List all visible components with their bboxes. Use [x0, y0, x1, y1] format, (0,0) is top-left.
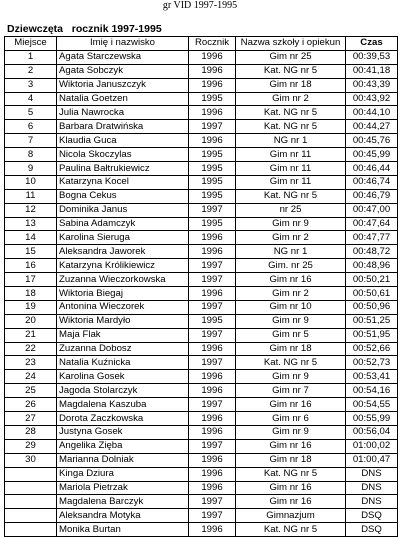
name-cell: Nicola Skoczylas — [57, 148, 189, 162]
year-cell: 1996 — [189, 231, 236, 245]
year-cell: 1995 — [189, 175, 236, 189]
table-row — [5, 245, 398, 259]
year-cell: 1996 — [189, 287, 236, 301]
name-cell: Dominika Janus — [57, 203, 189, 217]
place-cell: 10 — [5, 175, 57, 189]
school-cell: Gim nr 16 — [236, 481, 346, 495]
time-cell: 00:48,72 — [346, 245, 398, 259]
table-row — [5, 106, 398, 120]
year-cell: 1997 — [189, 495, 236, 509]
year-cell: 1997 — [189, 203, 236, 217]
school-cell: Gim nr 2 — [236, 92, 346, 106]
school-cell: Kat. NG nr 5 — [236, 120, 346, 134]
name-cell: Wiktoria Januszczyk — [57, 78, 189, 92]
column-header-school: Nazwa szkoły i opiekun — [236, 37, 346, 51]
year-cell: 1996 — [189, 370, 236, 384]
year-cell: 1997 — [189, 273, 236, 287]
table-row — [5, 439, 398, 453]
table-row — [5, 78, 398, 92]
place-cell: 2 — [5, 64, 57, 78]
table-row — [5, 217, 398, 231]
year-cell: 1997 — [189, 328, 236, 342]
table-row — [5, 231, 398, 245]
table-row — [5, 300, 398, 314]
results-body — [5, 50, 398, 536]
time-cell: 00:43,92 — [346, 92, 398, 106]
school-cell: Gim nr 9 — [236, 425, 346, 439]
name-cell: Katarzyna Królikiewicz — [57, 259, 189, 273]
name-cell: Julia Nawrocka — [57, 106, 189, 120]
place-cell: 13 — [5, 217, 57, 231]
name-cell: Angelika Zięba — [57, 439, 189, 453]
year-cell: 1995 — [189, 217, 236, 231]
school-cell: Kat. NG nr 5 — [236, 356, 346, 370]
name-cell: Kinga Dziura — [57, 467, 189, 481]
place-cell: 28 — [5, 425, 57, 439]
name-cell: Wiktoria Biegaj — [57, 287, 189, 301]
name-cell: Aleksandra Motyka — [57, 509, 189, 523]
year-cell: 1995 — [189, 314, 236, 328]
year-cell: 1996 — [189, 425, 236, 439]
time-cell: 00:54,16 — [346, 384, 398, 398]
place-cell: 11 — [5, 189, 57, 203]
school-cell: Gim nr 18 — [236, 453, 346, 467]
place-cell: 22 — [5, 342, 57, 356]
time-cell: 01:00,02 — [346, 439, 398, 453]
place-cell: 18 — [5, 287, 57, 301]
year-cell: 1997 — [189, 300, 236, 314]
school-cell: Kat. NG nr 5 — [236, 189, 346, 203]
place-cell: 4 — [5, 92, 57, 106]
time-cell: 00:47,64 — [346, 217, 398, 231]
school-cell: Kat. NG nr 5 — [236, 467, 346, 481]
time-cell: 00:50,96 — [346, 300, 398, 314]
name-cell: Wiktoria Mardyło — [57, 314, 189, 328]
table-row — [5, 259, 398, 273]
table-row — [5, 64, 398, 78]
table-row — [5, 287, 398, 301]
year-cell: 1996 — [189, 412, 236, 426]
place-cell: 6 — [5, 120, 57, 134]
year-cell: 1997 — [189, 439, 236, 453]
place-cell: 14 — [5, 231, 57, 245]
year-cell: 1996 — [189, 64, 236, 78]
place-cell: 30 — [5, 453, 57, 467]
name-cell: Agata Sobczyk — [57, 64, 189, 78]
school-cell: Gimnazjum — [236, 509, 346, 523]
time-cell: 00:51,25 — [346, 314, 398, 328]
place-cell: 3 — [5, 78, 57, 92]
table-row — [5, 481, 398, 495]
year-cell: 1996 — [189, 78, 236, 92]
table-row — [5, 370, 398, 384]
table-row — [5, 495, 398, 509]
time-cell: 00:39,53 — [346, 50, 398, 64]
school-cell: Gim nr 16 — [236, 398, 346, 412]
year-cell: 1996 — [189, 453, 236, 467]
table-row — [5, 120, 398, 134]
place-cell: 17 — [5, 273, 57, 287]
school-cell: Gim nr 2 — [236, 231, 346, 245]
time-cell: 00:55,99 — [346, 412, 398, 426]
time-cell: DNS — [346, 467, 398, 481]
place-cell: 23 — [5, 356, 57, 370]
year-cell: 1996 — [189, 342, 236, 356]
year-cell: 1996 — [189, 481, 236, 495]
school-cell: Gim nr 16 — [236, 273, 346, 287]
place-cell: 12 — [5, 203, 57, 217]
name-cell: Zuzanna Dobosz — [57, 342, 189, 356]
time-cell: 00:48,96 — [346, 259, 398, 273]
place-cell: 24 — [5, 370, 57, 384]
year-cell: 1997 — [189, 356, 236, 370]
name-cell: Justyna Gosek — [57, 425, 189, 439]
table-row — [5, 412, 398, 426]
time-cell: 00:44,27 — [346, 120, 398, 134]
table-row — [5, 314, 398, 328]
name-cell: Paulina Bałtrukiewicz — [57, 162, 189, 176]
place-cell: 8 — [5, 148, 57, 162]
year-cell: 1996 — [189, 467, 236, 481]
year-cell: 1995 — [189, 148, 236, 162]
place-cell: 25 — [5, 384, 57, 398]
name-cell: Mariola Pietrzak — [57, 481, 189, 495]
time-cell: DSQ — [346, 523, 398, 537]
table-row — [5, 50, 398, 64]
year-cell: 1995 — [189, 92, 236, 106]
results-table — [4, 36, 398, 537]
school-cell: Gim nr 18 — [236, 78, 346, 92]
name-cell: Dorota Zaczkowska — [57, 412, 189, 426]
year-cell: 1997 — [189, 398, 236, 412]
table-row — [5, 384, 398, 398]
name-cell: Antonina Wieczorek — [57, 300, 189, 314]
school-cell: NG nr 1 — [236, 134, 346, 148]
place-cell: 20 — [5, 314, 57, 328]
name-cell: Karolina Sieruga — [57, 231, 189, 245]
table-row — [5, 134, 398, 148]
column-header-year: Rocznik — [189, 37, 236, 51]
year-cell: 1996 — [189, 50, 236, 64]
name-cell: Magdalena Barczyk — [57, 495, 189, 509]
table-row — [5, 328, 398, 342]
name-cell: Natalia Kuźnicka — [57, 356, 189, 370]
name-cell: Marianna Dolniak — [57, 453, 189, 467]
year-cell: 1996 — [189, 106, 236, 120]
section-title: Dziewczęta rocznik 1997-1995 — [7, 23, 162, 35]
name-cell: Magdalena Kaszuba — [57, 398, 189, 412]
school-cell: Gim nr 10 — [236, 300, 346, 314]
time-cell: DNS — [346, 495, 398, 509]
time-cell: 00:45,99 — [346, 148, 398, 162]
school-cell: Gim nr 9 — [236, 217, 346, 231]
page-header: gr VID 1997-1995 — [162, 0, 238, 11]
year-cell: 1995 — [189, 162, 236, 176]
column-header-place: Miejsce — [5, 37, 57, 51]
school-cell: Gim nr 16 — [236, 495, 346, 509]
school-cell: Gim. nr 25 — [236, 259, 346, 273]
table-row — [5, 342, 398, 356]
school-cell: Gim nr 6 — [236, 412, 346, 426]
school-cell: nr 25 — [236, 203, 346, 217]
place-cell: 29 — [5, 439, 57, 453]
table-row — [5, 162, 398, 176]
name-cell: Agata Starczewska — [57, 50, 189, 64]
school-cell: Kat. NG nr 5 — [236, 64, 346, 78]
place-cell: 5 — [5, 106, 57, 120]
table-row — [5, 148, 398, 162]
place-cell: 9 — [5, 162, 57, 176]
time-cell: 00:50,21 — [346, 273, 398, 287]
school-cell: Gim nr 9 — [236, 314, 346, 328]
year-cell: 1996 — [189, 384, 236, 398]
time-cell: 00:52,66 — [346, 342, 398, 356]
school-cell: NG nr 1 — [236, 245, 346, 259]
place-cell — [5, 523, 57, 537]
name-cell: Jagoda Stolarczyk — [57, 384, 189, 398]
time-cell: 00:46,44 — [346, 162, 398, 176]
school-cell: Kat. NG nr 5 — [236, 106, 346, 120]
year-cell: 1996 — [189, 245, 236, 259]
table-row — [5, 453, 398, 467]
time-cell: 00:53,41 — [346, 370, 398, 384]
table-row — [5, 523, 398, 537]
time-cell: DNS — [346, 481, 398, 495]
time-cell: 00:45,76 — [346, 134, 398, 148]
name-cell: Monika Burtan — [57, 523, 189, 537]
table-row — [5, 175, 398, 189]
time-cell: 00:46,74 — [346, 175, 398, 189]
time-cell: 00:56,04 — [346, 425, 398, 439]
place-cell: 26 — [5, 398, 57, 412]
school-cell: Kat. NG nr 5 — [236, 523, 346, 537]
name-cell: Aleksandra Jaworek — [57, 245, 189, 259]
name-cell: Bogna Cekus — [57, 189, 189, 203]
place-cell — [5, 509, 57, 523]
place-cell: 27 — [5, 412, 57, 426]
time-cell: 00:47,77 — [346, 231, 398, 245]
year-cell: 1997 — [189, 259, 236, 273]
year-cell: 1997 — [189, 509, 236, 523]
table-row — [5, 356, 398, 370]
school-cell: Gim nr 25 — [236, 50, 346, 64]
time-cell: 00:41,18 — [346, 64, 398, 78]
school-cell: Gim nr 2 — [236, 287, 346, 301]
year-cell: 1996 — [189, 523, 236, 537]
school-cell: Gim nr 5 — [236, 328, 346, 342]
name-cell: Zuzanna Wieczorkowska — [57, 273, 189, 287]
time-cell: 00:43,39 — [346, 78, 398, 92]
table-row — [5, 92, 398, 106]
school-cell: Gim nr 9 — [236, 370, 346, 384]
place-cell: 7 — [5, 134, 57, 148]
table-row — [5, 273, 398, 287]
place-cell: 21 — [5, 328, 57, 342]
table-header-row — [5, 37, 398, 51]
place-cell — [5, 467, 57, 481]
place-cell: 16 — [5, 259, 57, 273]
column-header-time: Czas — [346, 37, 398, 51]
school-cell: Gim nr 16 — [236, 439, 346, 453]
year-cell: 1996 — [189, 134, 236, 148]
name-cell: Natalia Goetzen — [57, 92, 189, 106]
time-cell: 00:47,00 — [346, 203, 398, 217]
year-cell: 1997 — [189, 120, 236, 134]
table-row — [5, 425, 398, 439]
place-cell — [5, 481, 57, 495]
time-cell: 00:46,79 — [346, 189, 398, 203]
year-cell: 1995 — [189, 189, 236, 203]
column-header-name: Imię i nazwisko — [57, 37, 189, 51]
time-cell: 00:44,10 — [346, 106, 398, 120]
time-cell: 00:54,55 — [346, 398, 398, 412]
time-cell: 00:52,73 — [346, 356, 398, 370]
school-cell: Gim nr 11 — [236, 162, 346, 176]
time-cell: DSQ — [346, 509, 398, 523]
table-row — [5, 398, 398, 412]
name-cell: Maja Flak — [57, 328, 189, 342]
place-cell: 1 — [5, 50, 57, 64]
table-row — [5, 509, 398, 523]
school-cell: Gim nr 11 — [236, 148, 346, 162]
place-cell: 19 — [5, 300, 57, 314]
place-cell — [5, 495, 57, 509]
name-cell: Barbara Dratwińska — [57, 120, 189, 134]
school-cell: Gim nr 11 — [236, 175, 346, 189]
school-cell: Gim nr 18 — [236, 342, 346, 356]
table-row — [5, 189, 398, 203]
time-cell: 00:50,61 — [346, 287, 398, 301]
school-cell: Gim nr 7 — [236, 384, 346, 398]
table-row — [5, 203, 398, 217]
time-cell: 00:51,95 — [346, 328, 398, 342]
place-cell: 15 — [5, 245, 57, 259]
name-cell: Karolina Gosek — [57, 370, 189, 384]
table-row — [5, 467, 398, 481]
time-cell: 01:00,47 — [346, 453, 398, 467]
name-cell: Klaudia Guca — [57, 134, 189, 148]
name-cell: Sabina Adamczyk — [57, 217, 189, 231]
name-cell: Katarzyna Kocel — [57, 175, 189, 189]
